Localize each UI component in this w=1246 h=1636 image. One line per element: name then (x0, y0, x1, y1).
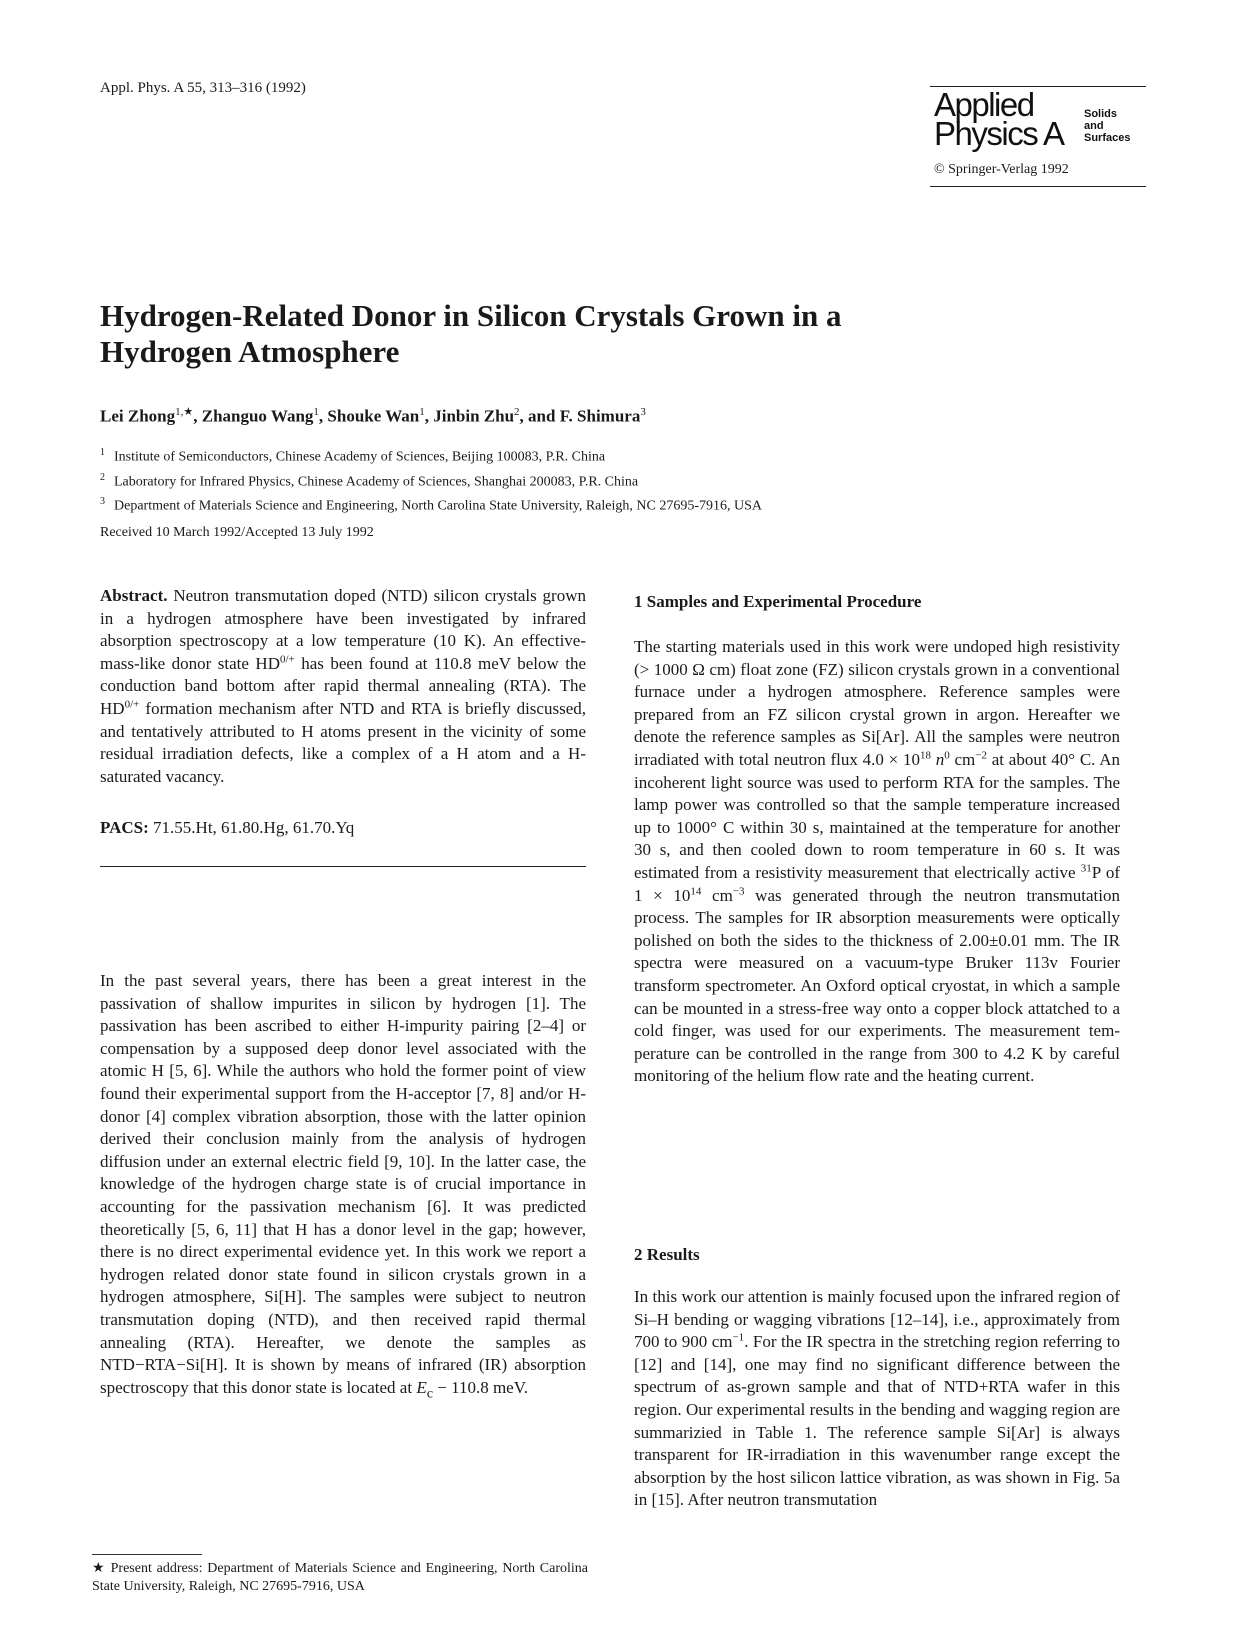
affiliation-number: 2 (100, 471, 105, 483)
footnote (92, 1560, 588, 1596)
affiliation-text: Department of Materials Science and Engineering, North Carolina State University, Raleigh, NC 27695-7916, USA (114, 498, 762, 514)
logo-bottom-rule (930, 186, 1146, 187)
abstract-divider (100, 866, 586, 867)
section-symbol: n (930, 749, 945, 769)
affiliation-number: 3 (100, 496, 105, 508)
author-name: Zhanguo Wang (201, 406, 314, 426)
author-separator: , (193, 406, 202, 426)
pacs-codes (100, 818, 586, 838)
abstract-label: Abstract. (100, 586, 168, 605)
section-text: The starting materials used in this work were undoped high resistivity (> 1000 Ω cm) float zone (FZ) silicon crystals grown in a conventional furnace under a hydrogen atmosphere. Reference samples were prepared from an FZ silicon crystal grown in argon. Hereafter we denote the reference samples as Si[Ar]. All the samples were neutron irradiated with total neutron flux 4.0 × 10 (634, 637, 1120, 769)
intro-paragraph: In the past several years, there has been a great interest in the passivation of shallow impurites in silicon by hydrogen [1]. The passivation has been ascribed to either H-impurity pairing [2–4] or compensation by a supposed deep donor level associated with the atomic H [5, 6]. While the authors who hold the former point of view found their experimental support from the H-acceptor [7, 8] and/or H-donor [4] complex vibration absorption, those with the latter opinion derived their conclusion mainly from the analysis of hydrogen diffusion under an external electric field [9, 10]. In the latter case, the knowledge of the hydrogen charge state is of crucial importance in accounting for the passivation mechanism [6]. It was predicted theoretically [5, 6, 11] that H has a donor level in the gap; however, there is no direct experimental evidence yet. In this work we report a hydrogen related donor state found in silicon crystals grown in a hydrogen atmosphere, Si[H]. The samples were subject to neutron transmutation doping (NTD), and then received rapid thermal annealing (RTA). Hereafter, we denote the samples as NTD−RTA−Si[H]. It is shown by means of infrared (IR) absorption spectroscopy that this donor state is located at (100, 971, 586, 1397)
intro-subscript: c (426, 1385, 433, 1402)
logo-side-solids: Solids (1084, 108, 1118, 120)
abstract-superscript: 0/+ (124, 698, 140, 711)
author-name: Lei Zhong (100, 406, 176, 426)
paper-title: Hydrogen-Related Donor in Silicon Crystals Grown in a Hydrogen Atmosphere (100, 298, 842, 369)
author-affiliation-mark: 2 (514, 406, 520, 418)
section-heading-results: 2 Results (634, 1245, 700, 1264)
author-affiliation-mark: 1 (313, 406, 319, 418)
author-affiliation-mark: 1 (419, 406, 425, 418)
abstract-text: Neutron transmutation doped (NTD) silicon crystals grown in a hydrogen atmosphere have been investigated by infrared absorption spectroscopy at a low temperature (10 K). An effective-mass-like donor state HD (100, 586, 586, 673)
author-name: Shouke Wan (327, 406, 420, 426)
section-heading-samples: 1 Samples and Experimental Procedure (634, 592, 922, 611)
footnote-text: Present address: Department of Materials Science and Engineering, North Carolina State University, Raleigh, NC 27695-7916, USA (92, 1561, 588, 1594)
abstract-text: has been found at 110.8 meV below the conduction band bottom after rapid thermal annealing (RTA). The HD (100, 653, 586, 718)
author-name: Jinbin Zhu (433, 406, 515, 426)
section-text: was generated through the neutron transmutation process. The samples for IR absorption measurements were optically polished on both the sides to the thickness of 2.00±0.01 mm. The IR spectra were measured on a vacuum-type Bruker 113v Fourier transform spectrometer. An Oxford optical cryostat, in which a sample can be mounted in a stress-free way onto a copper block attatched to a cold finger, was used for our experiments. The measurement temperature can be controlled in the range from 300 to 4.2 K by careful monitoring of the helium flow rate and the heating current. (634, 885, 1120, 1086)
affiliation-text: Institute of Semiconductors, Chinese Academy of Sciences, Beijing 100083, P.R. China (114, 449, 606, 465)
footnote-rule (92, 1554, 202, 1555)
logo-wordmark (934, 86, 1064, 152)
section-superscript: 14 (690, 884, 702, 897)
pacs-label: PACS: (100, 818, 149, 837)
received-dates: Received 10 March 1992/Accepted 13 July 1992 (100, 525, 374, 540)
abstract-text: formation mechanism after NTD and RTA is briefly discussed, and tentatively attributed to H atoms present in the vicinity of some residual irradiation defects, like a complex of a H atom and a H-saturated vacancy. (100, 698, 586, 786)
author-separator: , (318, 406, 328, 426)
abstract-superscript: 0/+ (279, 653, 295, 666)
section-text: at about 40° C. An incoherent light source was used to perform RTA for the samples. The lamp power was controlled so that the sample temperature increased up to 1000° C within 30 s, maintained at the temperature for another 30 s, and then cooled down to room temperature in 60 s. It was estimated from a resistivity measurement that electrically active (634, 749, 1121, 882)
intro-symbol: E (416, 1377, 427, 1397)
section-superscript: −1 (732, 1331, 745, 1344)
abstract (100, 585, 586, 788)
logo-line-physics: Physics A (934, 115, 1064, 152)
pacs-values: 71.55.Ht, 61.80.Hg, 61.70.Yq (153, 818, 355, 837)
section-text: . For the IR spectra in the stretching region referring to [12] and [14], one may find no significant difference between the spectrum of as-grown sample and that of NTD+RTA wafer in this region. Our experimental results in the bending and wagging region are summarizied in Table 1. The reference sample Si[Ar] is always transparent for IR-irradiation in this wavenumber range except the absorption by the host silicon lattice vibration, as was shown in Fig. 5a in [15]. After neutron transmutation (634, 1332, 1120, 1510)
affiliation-item (100, 492, 762, 517)
logo-side-and: and (1084, 120, 1104, 132)
affiliation-list (100, 443, 762, 517)
affiliation-item (100, 468, 762, 493)
section-text: In this work our attention is mainly focused upon the infrared region of Si–H bending or wagging vibrations [12–14], i.e., approximately from 700 to 900 cm (634, 1287, 1120, 1352)
affiliation-text: Laboratory for Infrared Physics, Chinese Academy of Sciences, Shanghai 200083, P.R. China (114, 474, 639, 490)
copyright-notice: © Springer-Verlag 1992 (934, 162, 1069, 177)
intro-paragraph-end: − 110.8 meV. (433, 1377, 529, 1397)
section-text: cm (949, 749, 976, 769)
author-name: F. Shimura (559, 406, 641, 426)
section-superscript: 31 (1080, 862, 1092, 875)
affiliation-item (100, 443, 762, 468)
journal-citation: Appl. Phys. A 55, 313–316 (1992) (100, 80, 306, 96)
author-separator: , (424, 406, 434, 426)
logo-side-surfaces: Surfaces (1084, 132, 1131, 144)
introduction-text (100, 970, 586, 1405)
section-superscript: 18 (919, 749, 931, 762)
section-superscript: −3 (732, 884, 745, 897)
section-superscript: −2 (975, 749, 987, 762)
section-text: cm (701, 885, 733, 905)
author-separator: , and (519, 406, 560, 426)
section-results-body (634, 1286, 1120, 1512)
logo-line-applied: Applied (934, 86, 1034, 123)
author-list (100, 405, 646, 427)
author-affiliation-mark: 1,★ (175, 406, 194, 418)
footnote-mark: ★ (92, 1561, 106, 1576)
affiliation-number: 1 (100, 447, 105, 458)
section-samples-body (634, 636, 1120, 1088)
author-affiliation-mark: 3 (640, 406, 646, 418)
section-text: P of 1 × 10 (634, 862, 1120, 905)
logo-subtitle (1084, 108, 1130, 144)
section-superscript: 0 (944, 749, 950, 762)
